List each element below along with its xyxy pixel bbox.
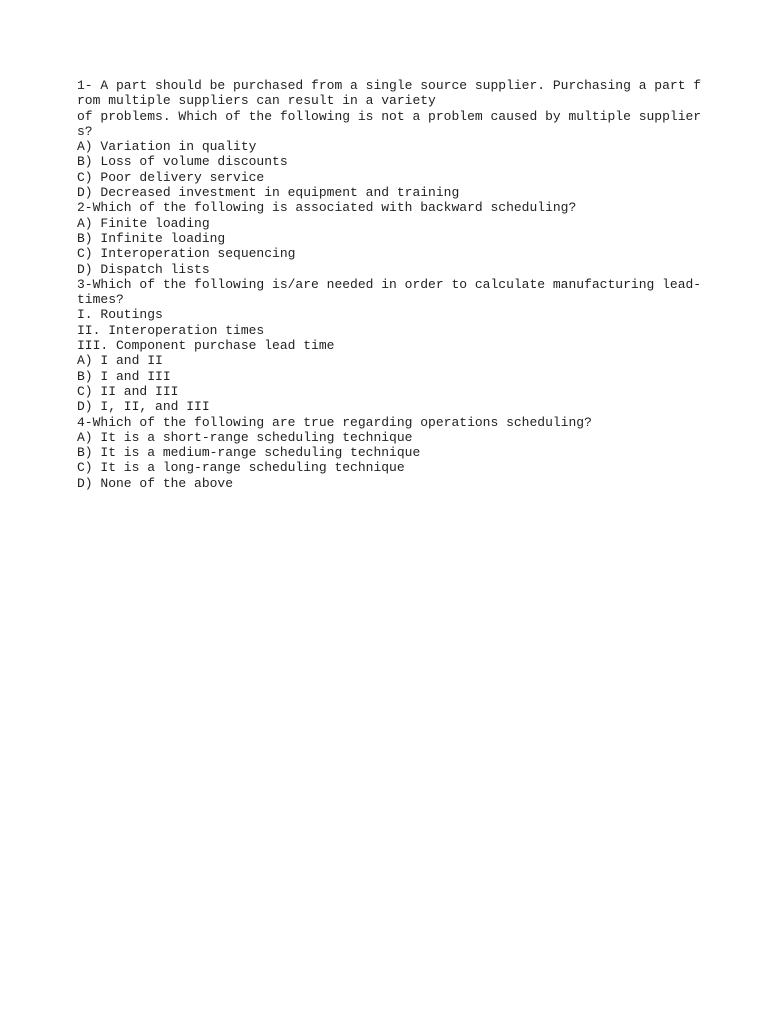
question-4-option-c: C) It is a long-range scheduling technique (77, 460, 405, 476)
question-1-text-line-2: rom multiple suppliers can result in a variety (77, 93, 436, 109)
document-body (77, 78, 757, 491)
question-3-option-b: B) I and III (77, 368, 171, 384)
question-3-item-i: I. Routings (77, 307, 163, 323)
question-1-option-a: A) Variation in quality (77, 139, 257, 155)
question-2-option-b: B) Infinite loading (77, 230, 226, 246)
question-3-option-c: C) II and III (77, 383, 179, 399)
question-1-text-line-4: s? (77, 123, 93, 139)
question-4-option-b: B) It is a medium-range scheduling technique (77, 445, 421, 461)
question-2-text: 2-Which of the following is associated with backward scheduling? (77, 200, 577, 216)
question-3-option-d: D) I, II, and III (77, 399, 210, 415)
question-1-option-c: C) Poor delivery service (77, 169, 265, 185)
question-1-text-line-1: 1- A part should be purchased from a single source supplier. Purchasing a part f (77, 78, 702, 93)
question-3-text-line-1: 3-Which of the following is/are needed in order to calculate manufacturing lead- (77, 276, 702, 292)
question-3-option-a: A) I and II (77, 353, 163, 369)
question-2-option-c: C) Interoperation sequencing (77, 246, 296, 262)
question-1-option-d: D) Decreased investment in equipment and training (77, 185, 460, 201)
question-3-item-iii: III. Component purchase lead time (77, 338, 335, 354)
question-1-option-b: B) Loss of volume discounts (77, 154, 288, 170)
question-3-item-ii: II. Interoperation times (77, 322, 265, 338)
question-4-option-d: D) None of the above (77, 475, 234, 491)
question-2-option-d: D) Dispatch lists (77, 261, 210, 277)
question-2-option-a: A) Finite loading (77, 215, 210, 231)
question-1-text-line-3: of problems. Which of the following is not a problem caused by multiple supplier (77, 108, 702, 124)
question-3-text-line-2: times? (77, 292, 124, 308)
question-4-text: 4-Which of the following are true regarding operations scheduling? (77, 414, 592, 430)
question-4-option-a: A) It is a short-range scheduling technique (77, 429, 413, 445)
